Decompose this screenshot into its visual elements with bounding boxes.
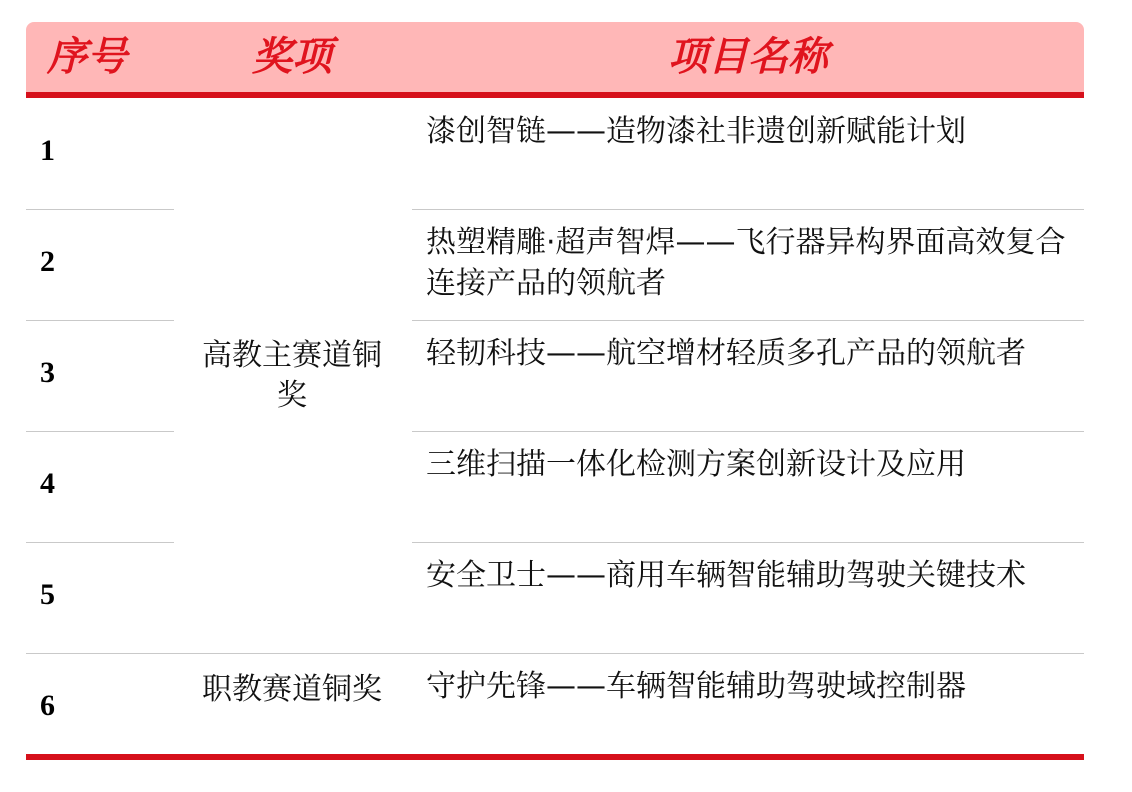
project-name: 安全卫士——商用车辆智能辅助驾驶关键技术 bbox=[426, 558, 1026, 593]
row-divider bbox=[412, 542, 1084, 543]
row-number: 6 bbox=[40, 689, 55, 722]
project-name: 守护先锋——车辆智能辅助驾驶域控制器 bbox=[426, 669, 966, 704]
row-number: 5 bbox=[40, 578, 55, 611]
row-divider bbox=[412, 209, 1084, 210]
table-body bbox=[26, 98, 1084, 758]
award-table bbox=[26, 22, 1084, 758]
header-award: 奖项 bbox=[252, 34, 332, 80]
table-bottom-border bbox=[26, 754, 1084, 760]
project-name: 漆创智链——造物漆社非遗创新赋能计划 bbox=[426, 114, 966, 149]
row-number: 1 bbox=[40, 134, 55, 167]
row-divider bbox=[412, 431, 1084, 432]
award-cell: 职教赛道铜奖 bbox=[202, 672, 382, 707]
header-serial-number: 序号 bbox=[47, 34, 127, 80]
table-header bbox=[26, 22, 1084, 92]
row-number: 2 bbox=[40, 245, 55, 278]
row-divider bbox=[26, 542, 174, 543]
header-project-name: 项目名称 bbox=[668, 34, 828, 80]
row-divider bbox=[26, 431, 174, 432]
row-divider bbox=[412, 320, 1084, 321]
row-number: 3 bbox=[40, 356, 55, 389]
project-name: 热塑精雕·超声智焊——飞行器异构界面高效复合连接产品的领航者 bbox=[426, 225, 1066, 301]
award-cell: 高教主赛道铜奖 bbox=[202, 338, 382, 413]
row-divider bbox=[26, 209, 174, 210]
project-name: 轻韧科技——航空增材轻质多孔产品的领航者 bbox=[426, 336, 1026, 371]
row-number: 4 bbox=[40, 467, 55, 500]
row-divider bbox=[26, 320, 174, 321]
project-name: 三维扫描一体化检测方案创新设计及应用 bbox=[426, 447, 966, 482]
row-divider bbox=[26, 653, 1084, 654]
